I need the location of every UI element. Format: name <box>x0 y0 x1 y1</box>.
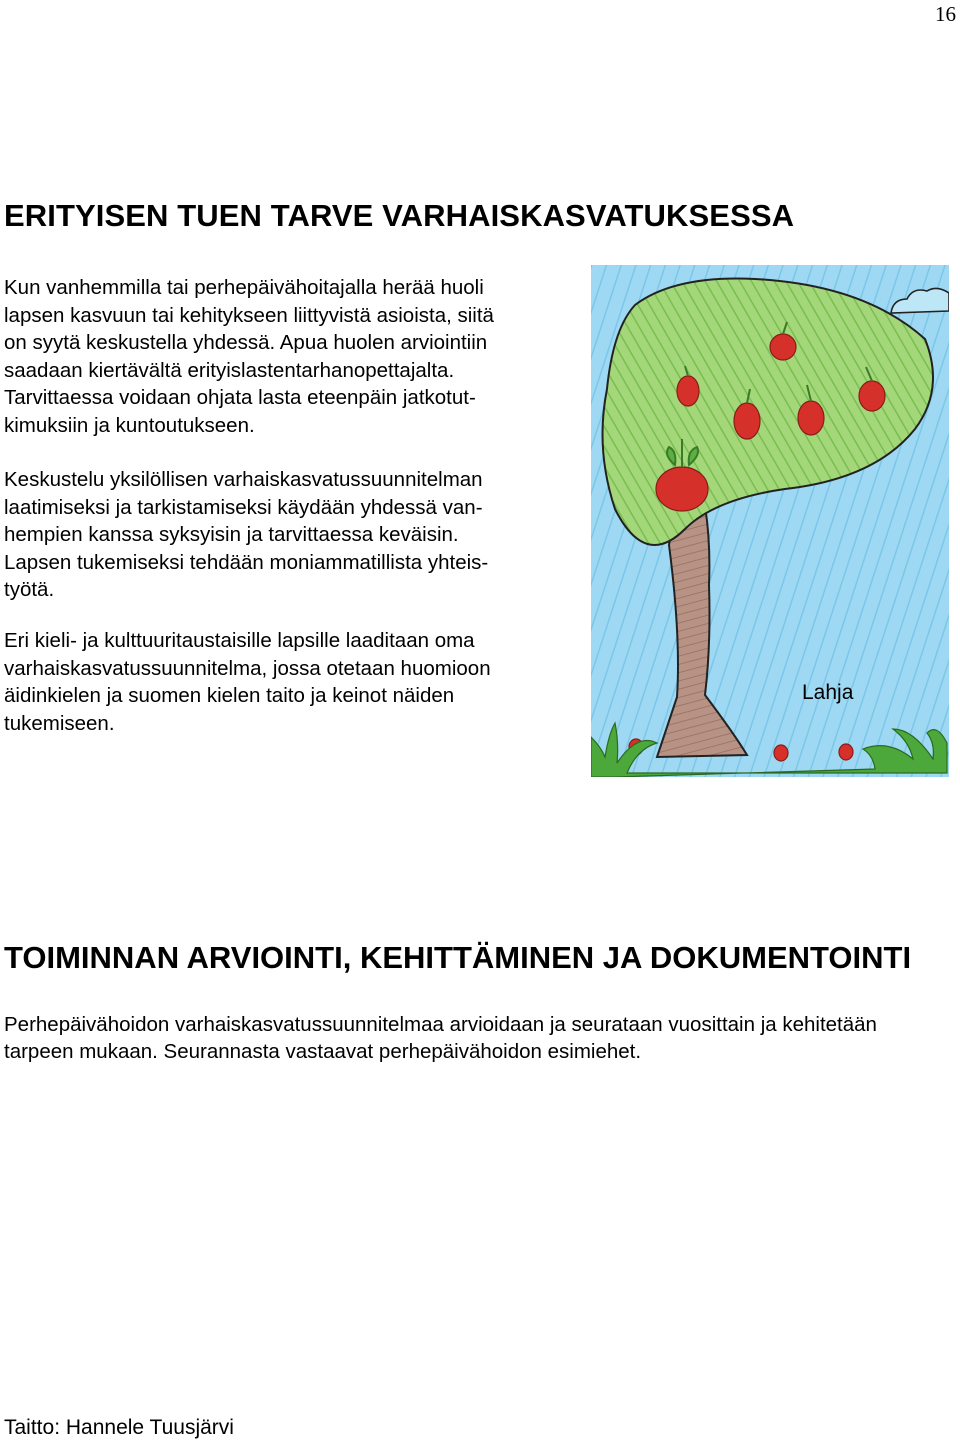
paragraph-individual-plan <box>4 466 584 604</box>
apple <box>770 334 796 360</box>
layout-credit: Taitto: Hannele Tuusjärvi <box>4 1416 234 1439</box>
page-number: 16 <box>935 2 956 26</box>
section-heading-special-support: ERITYISEN TUEN TARVE VARHAISKASVATUKSESSA <box>4 198 795 233</box>
apple <box>859 381 885 411</box>
apple <box>677 376 699 406</box>
apple <box>839 744 853 760</box>
drawing-caption: Lahja <box>802 681 854 704</box>
paragraph-concern <box>4 274 584 439</box>
apple <box>656 467 708 511</box>
apple-tree-drawing-icon <box>591 265 949 777</box>
paragraph-text: Kun vanhemmilla tai perhepäivähoitajalla herää huoli lapsen kasvuun tai kehitykseen liittyvistä asioista, siitä on syytä keskustella yhdessä. Apua huolen arviointiin saadaan kiertävältä erityislastentarhanopettajalta. Tarvittaessa voidaan ohjata lasta eteenpäin jatkotut- kimuksiin ja kuntoutukseen. <box>4 276 494 437</box>
apple <box>798 401 824 435</box>
paragraph-multicultural <box>4 627 584 737</box>
apple <box>774 745 788 761</box>
section-heading-evaluation: TOIMINNAN ARVIOINTI, KEHITTÄMINEN JA DOKUMENTOINTI <box>4 940 912 975</box>
paragraph-text: Eri kieli- ja kulttuuritaustaisille lapsille laaditaan oma varhaiskasvatussuunnitelma, jossa otetaan huomioon äidinkielen ja suomen kielen taito ja keinot näiden tukemiseen. <box>4 629 491 735</box>
apple <box>734 403 760 439</box>
paragraph-text: Keskustelu yksilöllisen varhaiskasvatussuunnitelman laatimiseksi ja tarkistamiseksi käydään yhdessä van- hempien kanssa syksyisin ja tarvittaessa keväisin. Lapsen tukemiseksi tehdään moniammatillista yhteis- työtä. <box>4 468 489 601</box>
paragraph-evaluation: Perhepäivähoidon varhaiskasvatussuunnitelmaa arvioidaan ja seurataan vuosittain ja kehitetään tarpeen mukaan. Seurannasta vastaavat perhepäivähoidon esimiehet. <box>4 1013 877 1063</box>
